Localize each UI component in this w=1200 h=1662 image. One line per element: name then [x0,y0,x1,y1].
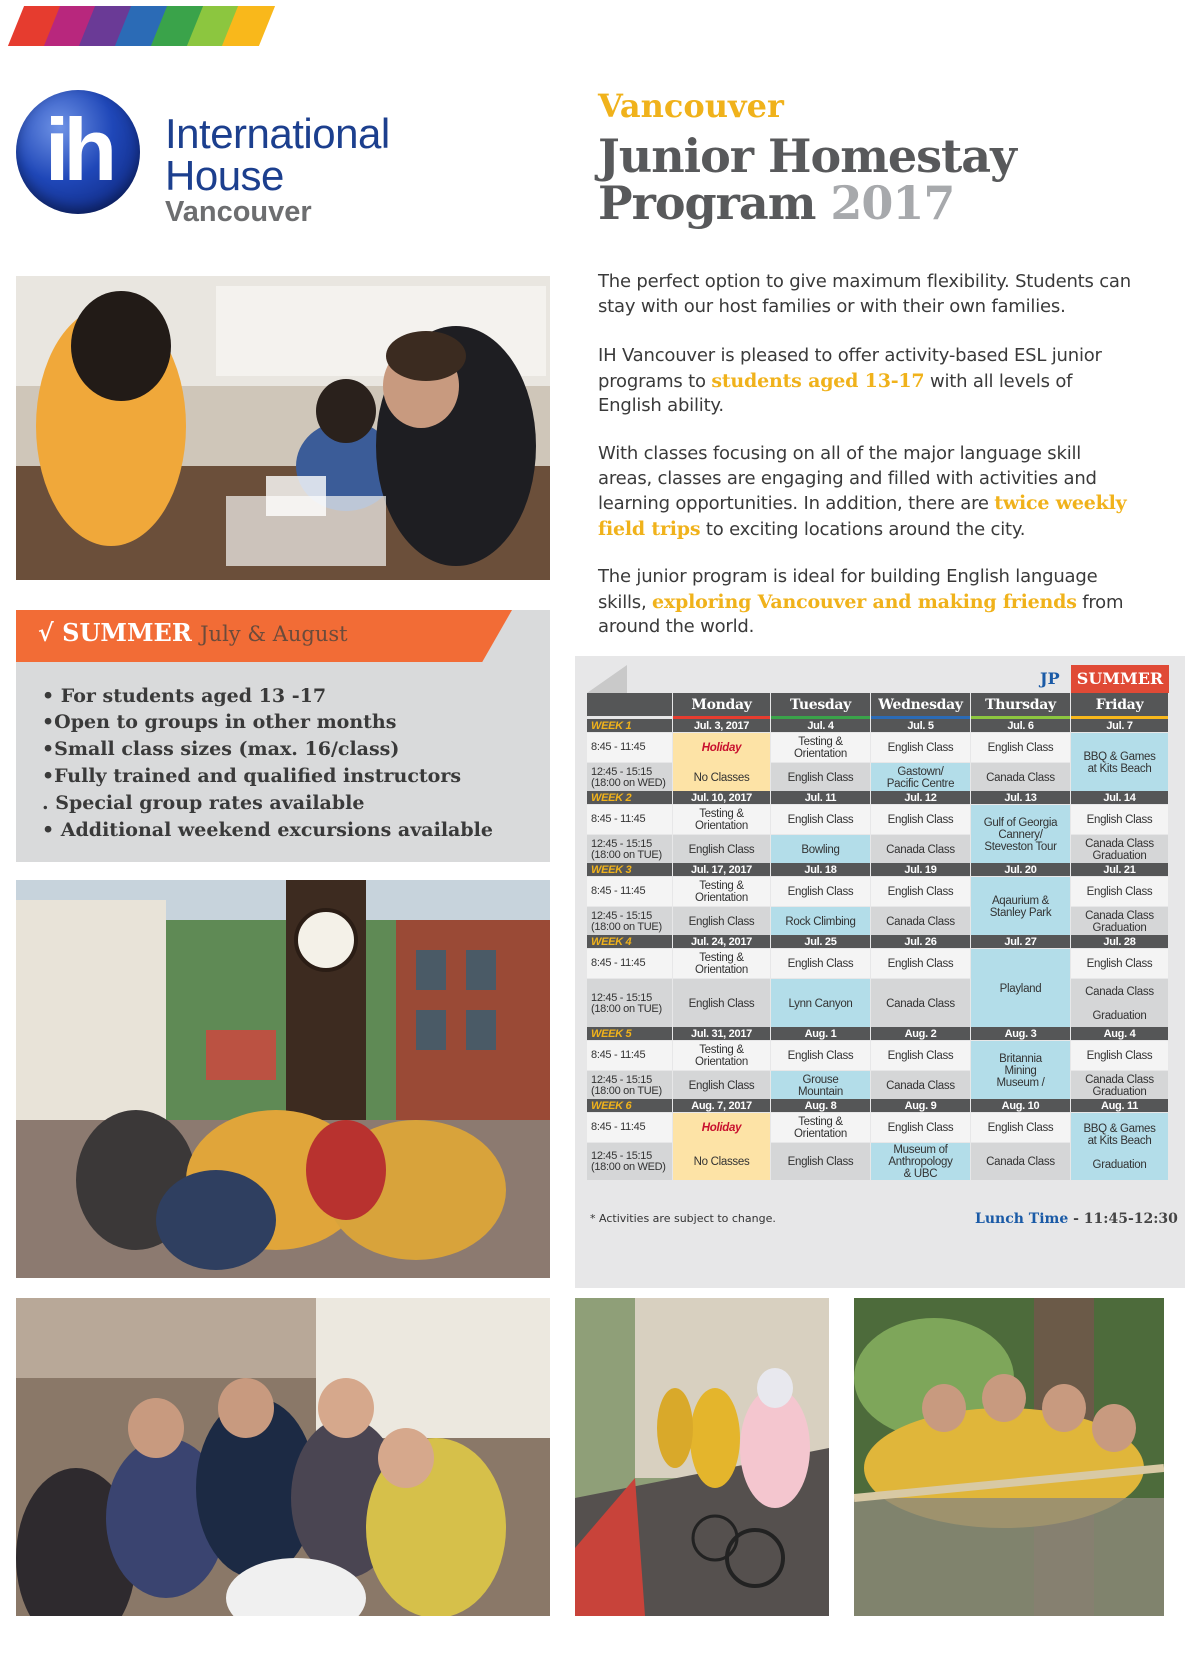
day-header-wednesday: Wednesday [871,693,970,716]
highlight-exploring: exploring Vancouver and making friends [652,590,1077,613]
intro-text: With classes focusing on all of the major language skill areas, classes are engaging and filled with activities and learning opportunities. In addition, there are [598,443,1097,514]
week-date: Jul. 5 [871,719,970,732]
activity-english: English Class [1071,949,1168,978]
week-date: Jul. 14 [1071,791,1168,804]
schedule-jp-label: JP [1040,669,1060,688]
week-date: Aug. 2 [871,1027,970,1040]
intro-paragraph-1: The perfect option to give maximum flexibility. Students can stay with our host families or with their own families. [598,271,1131,317]
activity-english: English Class [771,805,870,834]
activity-moa: Museum of Anthropology & UBC [871,1143,970,1180]
intro-text: The junior program is ideal for building English language skills, [598,566,1098,613]
photo-gastown-group [16,880,550,1278]
summer-title [38,618,348,647]
activity-english: English Class [1071,1041,1168,1070]
ih-logo-icon [16,90,140,214]
week-date: Jul. 24, 2017 [673,935,770,948]
activity-canada: Canada Class [871,1071,970,1100]
week-date: Aug. 8 [771,1099,870,1112]
activity-testing: Testing & Orientation [673,877,770,906]
day-header-thursday: Thursday [971,693,1070,716]
activity-english: English Class [871,733,970,762]
activity-english: English Class [771,1041,870,1070]
schedule-header-blank [587,693,672,716]
activity-english: English Class [871,1041,970,1070]
summer-bullet: • For students aged 13 -17 [42,685,327,707]
activity-english: English Class [771,949,870,978]
day-header-monday: Monday [673,693,770,716]
week-date: Jul. 21 [1071,863,1168,876]
activity-canada-grad-sp: Canada Class Graduation [1071,979,1168,1028]
activity-holiday: Holiday [673,733,770,763]
activity-no-classes: No Classes [673,1143,770,1180]
time-pm: 12:45 - 15:15 (18:00 on TUE) [587,835,672,864]
time-am: 8:45 - 11:45 [587,877,672,906]
week-date: Jul. 28 [1071,935,1168,948]
time-am: 8:45 - 11:45 [587,805,672,834]
activity-aquarium: Aqaurium & Stanley Park [971,877,1070,936]
week-date: Jul. 4 [771,719,870,732]
activity-english: English Class [971,1113,1070,1142]
activity-testing: Testing & Orientation [673,949,770,978]
summer-bullet: • Additional weekend excursions available [42,819,493,841]
intro-text: from around the world. [598,591,1124,637]
activity-english: English Class [673,979,770,1028]
time-pm: 12:45 - 15:15 (18:00 on TUE) [587,979,672,1028]
activity-canada: Canada Class [971,1143,1070,1180]
highlight-ages: students aged 13-17 [711,369,925,392]
intro-paragraph-2 [598,344,1138,419]
week-date: Jul. 6 [971,719,1070,732]
title-program: Program [598,176,816,230]
week-date: Aug. 4 [1071,1027,1168,1040]
lunch-value: - 11:45-12:30 [1068,1211,1178,1227]
week-label: WEEK 6 [587,1099,672,1112]
logo-text-house: House [165,152,284,199]
week-date: Jul. 19 [871,863,970,876]
summer-label: SUMMER [62,618,192,647]
intro-text: IH Vancouver is pleased to offer activity-based ESL junior programs to [598,345,1102,392]
activity-canada: Canada Class [971,763,1070,792]
rainbow-stripe [16,6,266,46]
logo-text-international: International [165,110,390,157]
time-am: 8:45 - 11:45 [587,1113,672,1142]
activity-playland: Playland [971,949,1070,1028]
check-icon: √ [38,618,54,647]
activity-english: English Class [871,1113,970,1142]
summer-bullet: •Open to groups in other months [42,711,397,733]
highlight-field-trips: twice weekly field trips [598,492,1127,540]
day-header-friday: Friday [1071,693,1168,716]
activity-canada-grad: Canada Class Graduation [1071,1071,1168,1100]
week-label: WEEK 4 [587,935,672,948]
title-line1: Junior Homestay [598,129,1016,183]
activity-english: English Class [1071,877,1168,906]
week-date: Jul. 10, 2017 [673,791,770,804]
photo-group-indoor [16,1298,550,1616]
week-date: Jul. 17, 2017 [673,863,770,876]
activity-canada: Canada Class [871,907,970,936]
activity-canada: Canada Class [871,979,970,1028]
week-date: Aug. 9 [871,1099,970,1112]
activity-testing: Testing & Orientation [771,733,870,762]
week-date: Jul. 12 [871,791,970,804]
activity-no-classes: No Classes [673,763,770,792]
intro-paragraph-3 [598,442,1138,542]
week-date: Jul. 20 [971,863,1070,876]
activity-grouse: Grouse Mountain [771,1071,870,1100]
week-label: WEEK 3 [587,863,672,876]
activity-bbq-grad: BBQ & Games at Kits Beach Graduation [1071,1113,1168,1180]
activity-english: English Class [871,805,970,834]
time-am: 8:45 - 11:45 [587,949,672,978]
week-date: Jul. 27 [971,935,1070,948]
activity-bowling: Bowling [771,835,870,864]
title-year: 2017 [830,176,955,230]
photo-cycling [575,1298,829,1616]
time-pm: 12:45 - 15:15 (18:00 on TUE) [587,907,672,936]
activity-lynn: Lynn Canyon [771,979,870,1028]
activity-english: English Class [771,1143,870,1180]
activity-testing: Testing & Orientation [673,805,770,834]
week-date: Jul. 18 [771,863,870,876]
week-date: Aug. 1 [771,1027,870,1040]
time-pm: 12:45 - 15:15 (18:00 on WED) [587,763,672,792]
activity-english: English Class [771,877,870,906]
activity-rock: Rock Climbing [771,907,870,936]
week-date: Aug. 11 [1071,1099,1168,1112]
activity-english: English Class [771,763,870,792]
activity-britannia: Britannia Mining Museum / [971,1041,1070,1100]
activity-english: English Class [1071,805,1168,834]
summer-bullet: •Fully trained and qualified instructors [42,765,462,787]
logo-initials: ih [44,100,112,199]
week-date: Jul. 31, 2017 [673,1027,770,1040]
activity-canada-grad: Canada Class Graduation [1071,907,1168,936]
activity-testing: Testing & Orientation [673,1041,770,1070]
time-am: 8:45 - 11:45 [587,1041,672,1070]
week-date: Jul. 7 [1071,719,1168,732]
lunch-time [975,1211,1178,1227]
activity-english: English Class [871,877,970,906]
intro-text: to exciting locations around the city. [700,518,1026,540]
week-date: Jul. 3, 2017 [673,719,770,732]
activity-testing: Testing & Orientation [771,1113,870,1142]
time-pm: 12:45 - 15:15 (18:00 on WED) [587,1143,672,1180]
schedule-season-label: SUMMER [1071,665,1169,693]
title-line2 [598,178,954,228]
week-label: WEEK 2 [587,791,672,804]
title-city: Vancouver [598,87,784,125]
week-date: Jul. 25 [771,935,870,948]
activity-english: English Class [871,949,970,978]
week-date: Jul. 13 [971,791,1070,804]
day-header-tuesday: Tuesday [771,693,870,716]
activity-holiday: Holiday [673,1113,770,1143]
week-date: Jul. 26 [871,935,970,948]
time-pm: 12:45 - 15:15 (18:00 on TUE) [587,1071,672,1100]
week-date: Jul. 11 [771,791,870,804]
time-am: 8:45 - 11:45 [587,733,672,762]
activity-gulf: Gulf of Georgia Cannery/ Steveston Tour [971,805,1070,864]
activity-bbq: BBQ & Games at Kits Beach [1071,733,1168,792]
activity-canada-grad: Canada Class Graduation [1071,835,1168,864]
intro-text: with all levels of English ability. [598,370,1073,416]
week-date: Aug. 3 [971,1027,1070,1040]
schedule-note: * Activities are subject to change. [590,1212,776,1225]
intro-paragraph-4 [598,565,1138,640]
photo-rope-bridge [854,1298,1164,1616]
week-label: WEEK 1 [587,719,672,732]
activity-english: English Class [971,733,1070,762]
summer-subtitle: July & August [200,622,348,646]
week-label: WEEK 5 [587,1027,672,1040]
summer-bullet: . Special group rates available [42,792,365,814]
logo-text-vancouver: Vancouver [165,196,312,228]
photo-classroom [16,276,550,580]
activity-english: English Class [673,1071,770,1100]
week-date: Aug. 7, 2017 [673,1099,770,1112]
lunch-label: Lunch Time [975,1211,1069,1227]
summer-bullet: •Small class sizes (max. 16/class) [42,738,400,760]
activity-english: English Class [673,907,770,936]
activity-canada: Canada Class [871,835,970,864]
activity-gastown: Gastown/ Pacific Centre [871,763,970,792]
activity-english: English Class [673,835,770,864]
week-date: Aug. 10 [971,1099,1070,1112]
